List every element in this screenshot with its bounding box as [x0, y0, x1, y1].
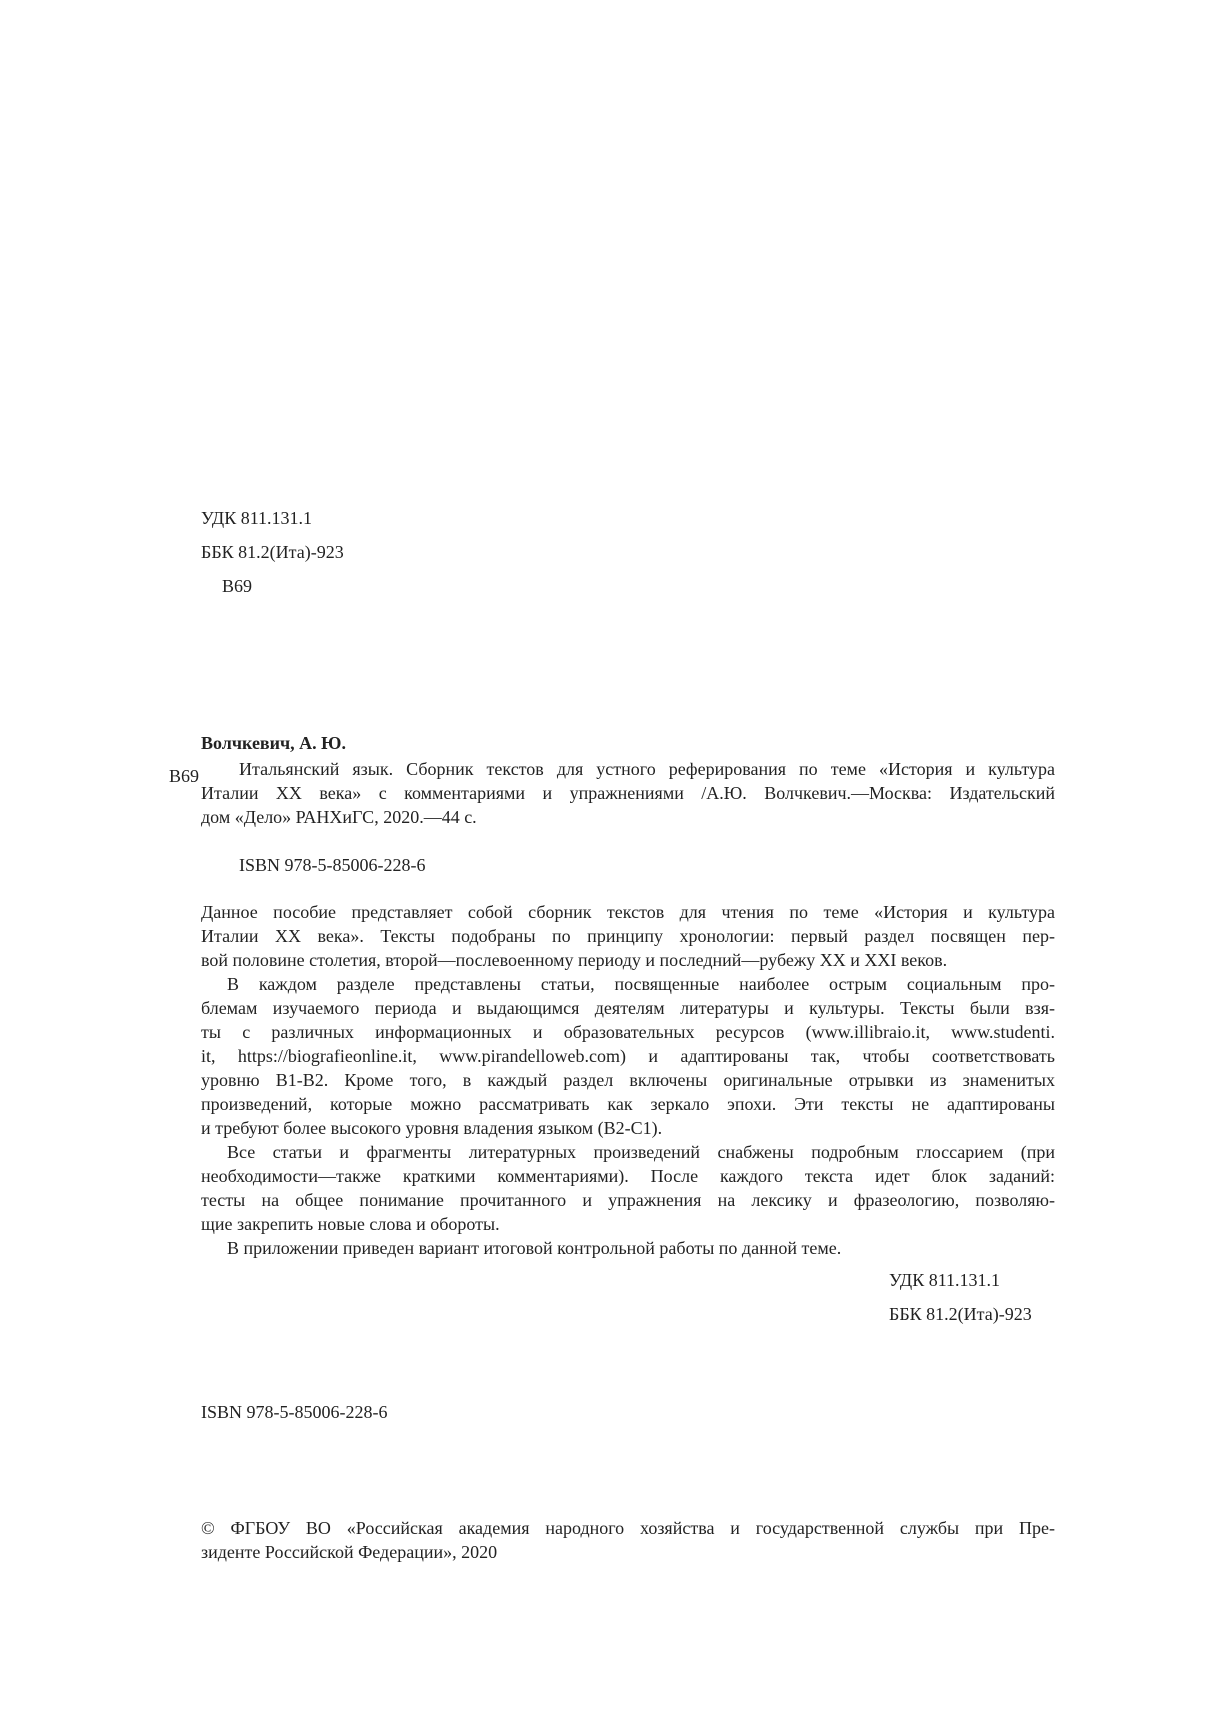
- annotation-line: и требуют более высокого уровня владения языком (B2-C1).: [201, 1118, 663, 1138]
- annotation-line: Данное пособие представляет собой сборник текстов для чтения по теме «История и культура: [201, 902, 1055, 922]
- author-mark: В69: [169, 766, 200, 786]
- annotation-line: блемам изучаемого периода и выдающимся деятелям литературы и культуры. Тексты были взя-: [201, 998, 1055, 1018]
- annotation-line: В каждом разделе представлены статьи, посвященные наиболее острым социальным про-: [227, 974, 1055, 994]
- bbk-code-top: ББК 81.2(Ита)-923: [201, 542, 344, 562]
- annotation-line: тесты на общее понимание прочитанного и упражнения на лексику и фразеологию, позволяю-: [201, 1190, 1055, 1210]
- annotation-line: ты с различных информационных и образовательных ресурсов (www.illibraio.it, www.studenti.: [201, 1022, 1055, 1042]
- copyright-line: зиденте Российской Федерации», 2020: [201, 1542, 498, 1562]
- annotation-line: it, https://biografieonline.it, www.pirandelloweb.com) и адаптированы так, чтобы соответствовать: [201, 1046, 1055, 1066]
- description-line: Италии XX века» с комментариями и упражнениями /А.Ю. Волчкевич.—Москва: Издательский: [201, 783, 1055, 803]
- annotation-line: Италии XX века». Тексты подобраны по принципу хронологии: первый раздел посвящен пер-: [201, 926, 1055, 946]
- isbn-footer: ISBN 978-5-85006-228-6: [201, 1402, 388, 1422]
- annotation: [201, 900, 1055, 1260]
- author-heading: Волчкевич, А. Ю.: [201, 733, 346, 753]
- annotation-line: щие закрепить новые слова и обороты.: [201, 1214, 500, 1234]
- annotation-line: вой половине столетия, второй—послевоенному периоду и последний—рубежу XX и XXI веков.: [201, 950, 948, 970]
- description-line: дом «Дело» РАНХиГС, 2020.—44 с.: [201, 807, 477, 827]
- author-mark-top: В69: [222, 576, 253, 596]
- isbn-record: ISBN 978-5-85006-228-6: [239, 855, 426, 875]
- annotation-line: Все статьи и фрагменты литературных произведений снабжены подробным глоссарием (при: [227, 1142, 1055, 1162]
- udk-code-top: УДК 811.131.1: [201, 508, 313, 528]
- annotation-line: уровню B1-B2. Кроме того, в каждый раздел включены оригинальные отрывки из знаменитых: [201, 1070, 1055, 1090]
- bbk-code-bottom: ББК 81.2(Ита)-923: [889, 1304, 1032, 1324]
- bibliographic-description: [201, 757, 1055, 829]
- annotation-line: В приложении приведен вариант итоговой контрольной работы по данной теме.: [227, 1238, 842, 1258]
- copyright: [201, 1516, 1055, 1564]
- description-line: Итальянский язык. Сборник текстов для устного реферирования по теме «История и культура: [239, 759, 1055, 779]
- copyright-line: © ФГБОУ ВО «Российская академия народного хозяйства и государственной службы при Пре-: [201, 1518, 1055, 1538]
- annotation-line: произведений, которые можно рассматривать как зеркало эпохи. Эти тексты не адаптированы: [201, 1094, 1055, 1114]
- annotation-line: необходимости—также краткими комментариями). После каждого текста идет блок заданий:: [201, 1166, 1055, 1186]
- udk-code-bottom: УДК 811.131.1: [889, 1270, 1001, 1290]
